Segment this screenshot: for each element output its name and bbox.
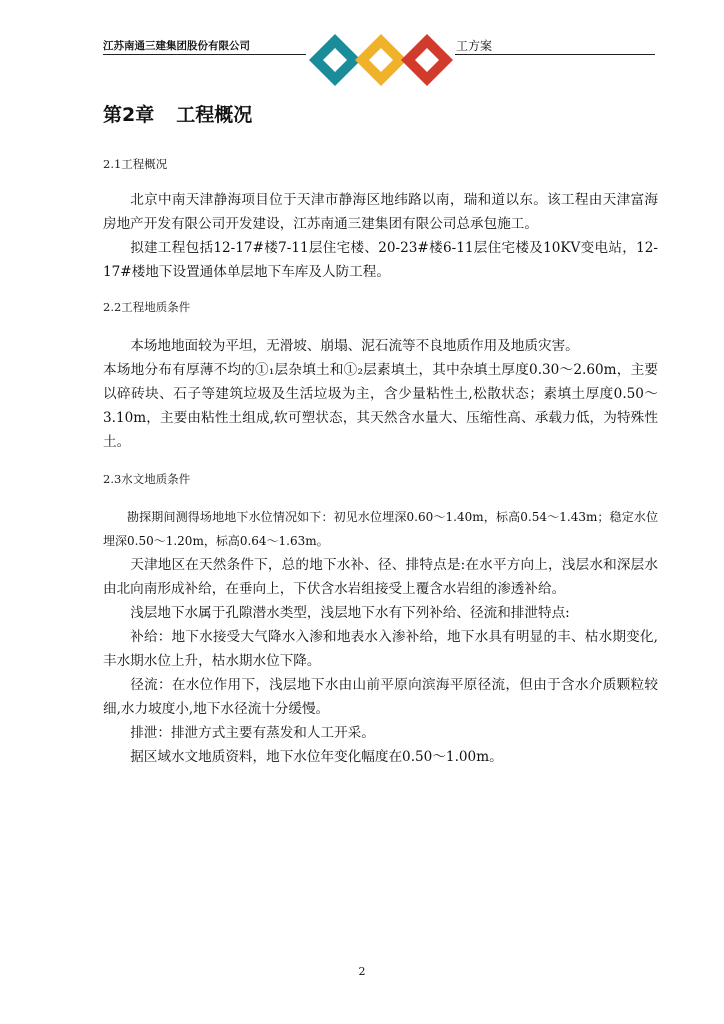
section-heading-2-2: 2.2工程地质条件: [103, 300, 191, 314]
logo-diamond-red: [401, 34, 453, 86]
header-rule-left: [103, 54, 306, 55]
chapter-title: 工程概况: [176, 104, 253, 126]
paragraph-runoff: 径流：在水位作用下，浅层地下水由山前平原向滨海平原径流，但由于含水介质颗粒较细,水力坡度小,地下水径流十分缓慢。: [103, 677, 658, 717]
chapter-heading: [103, 100, 658, 130]
paragraph-discharge: 排泄：排泄方式主要有蒸发和人工开采。: [130, 725, 375, 741]
paragraph-shallow-groundwater: 浅层地下水属于孔隙潜水类型，浅层地下水有下列补给、径流和排泄特点:: [130, 605, 570, 621]
paragraph-project-scope: 拟建工程包括12-17#楼7-11层住宅楼、20-23#楼6-11层住宅楼及10KV变电站，12-17#楼地下设置通体单层地下车库及人防工程。: [103, 240, 658, 280]
paragraph-project-location: 北京中南天津静海项目位于天津市静海区地纬路以南，瑞和道以东。该工程由天津富海房地产开发有限公司开发建设，江苏南通三建集团有限公司总承包施工。: [103, 192, 658, 232]
document-body: [103, 100, 658, 769]
header-document-type: 工方案: [456, 39, 493, 53]
paragraph-site-terrain: 本场地地面较为平坦，无滑坡、崩塌、泥石流等不良地质作用及地质灾害。: [130, 338, 579, 354]
section-heading-2-3: 2.3水文地质条件: [103, 472, 191, 486]
page-number: 2: [358, 965, 366, 978]
logo-diamond-yellow: [355, 34, 407, 86]
paragraph-recharge: 补给：地下水接受大气降水入渗和地表水入渗补给，地下水具有明显的丰、枯水期变化,丰水期水位上升，枯水期水位下降。: [103, 629, 658, 669]
section-heading-2-1: 2.1工程概况: [103, 157, 168, 171]
paragraph-fill-soil: 本场地分布有厚薄不均的①₁层杂填土和①₂层素填土，其中杂填土厚度0.30～2.60m，主要以碎砖块、石子等建筑垃圾及生活垃圾为主，含少量粘性土,松散状态；素填土厚度0.50～3.10m，主要由粘性土组成,软可塑状态，其天然含水量大、压缩性高、承载力低，为特殊性土。: [103, 362, 658, 450]
paragraph-tianjin-groundwater: 天津地区在天然条件下，总的地下水补、径、排特点是:在水平方向上，浅层水和深层水由北向南形成补给，在垂向上，下伏含水岩组接受上覆含水岩组的渗透补给。: [103, 557, 658, 597]
paragraph-annual-variation: 据区域水文地质资料，地下水位年变化幅度在0.50～1.00m。: [130, 749, 503, 765]
logo-diamond-teal: [309, 34, 361, 86]
header-rule-right: [455, 54, 655, 55]
company-logo: [305, 30, 457, 94]
header-company-name: 江苏南通三建集团股份有限公司: [103, 40, 250, 52]
chapter-number: 第2章: [103, 104, 155, 126]
paragraph-water-level: 勘探期间测得场地地下水位情况如下：初见水位埋深0.60～1.40m，标高0.54～1.43m；稳定水位埋深0.50～1.20m，标高0.64～1.63m。: [103, 510, 658, 548]
